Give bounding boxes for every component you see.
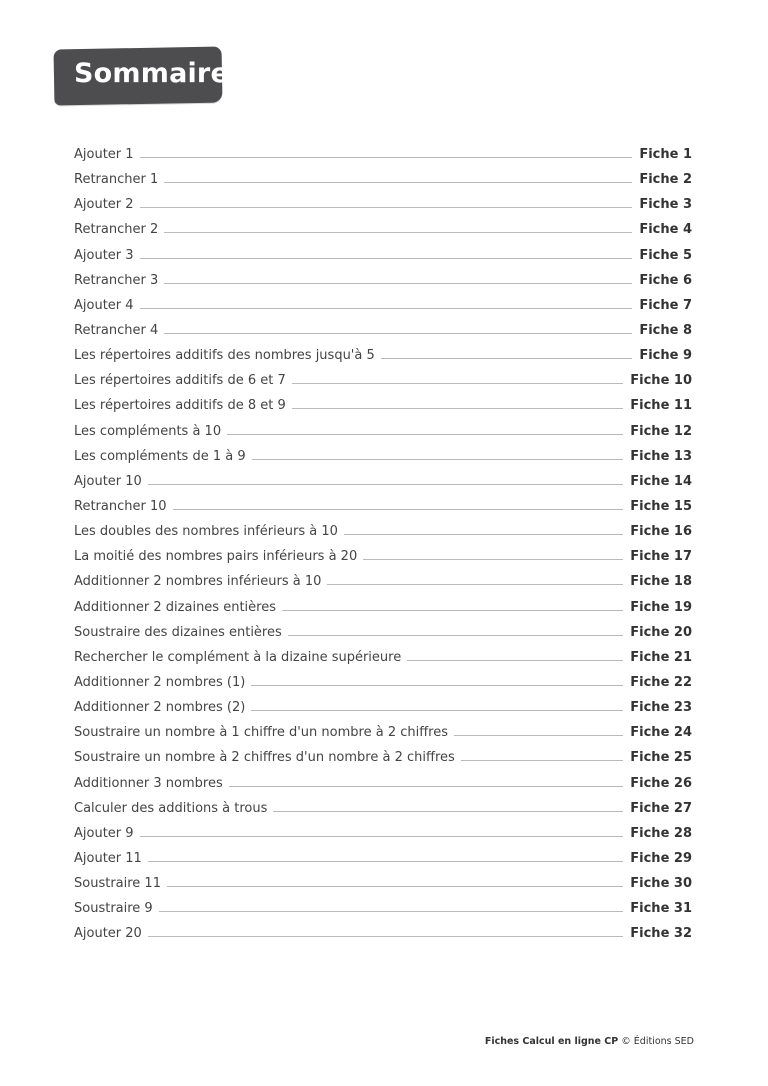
toc-entry-label: Soustraire un nombre à 1 chiffre d'un nombre à 2 chiffres	[74, 725, 449, 741]
toc-entry-label: Calculer des additions à trous	[74, 800, 268, 816]
toc-leader-line	[164, 283, 632, 284]
toc-entry	[74, 846, 692, 871]
toc-entry-label: Ajouter 2	[74, 197, 134, 213]
toc-entry-ref: Fiche 27	[630, 800, 692, 816]
toc-entry-label: Additionner 2 dizaines entières	[74, 599, 276, 615]
toc-entry-label: Ajouter 3	[74, 247, 134, 263]
toc-leader-line	[164, 232, 632, 233]
toc-entry	[74, 771, 692, 796]
toc-entry	[74, 268, 692, 293]
toc-leader-line	[292, 383, 624, 384]
toc-leader-line	[252, 459, 624, 460]
toc-leader-line	[164, 333, 632, 334]
toc-entry	[74, 745, 692, 770]
toc-entry-label: Retrancher 4	[74, 323, 159, 339]
toc-entry-label: Soustraire des dizaines entières	[74, 624, 282, 640]
toc-entry-ref: Fiche 19	[630, 599, 692, 615]
toc-entry-label: La moitié des nombres pairs inférieurs à 20	[74, 549, 358, 565]
toc-entry	[74, 519, 692, 544]
toc-entry	[74, 293, 692, 318]
toc-entry	[74, 419, 692, 444]
toc-entry-label: Retrancher 10	[74, 499, 167, 515]
toc-leader-line	[251, 710, 623, 711]
page-footer	[485, 1036, 694, 1047]
toc-entry-label: Rechercher le complément à la dizaine supérieure	[74, 649, 402, 665]
toc-entry-ref: Fiche 9	[639, 348, 692, 364]
toc-entry-label: Ajouter 1	[74, 147, 134, 163]
toc-entry	[74, 896, 692, 921]
toc-leader-line	[140, 308, 633, 309]
toc-entry	[74, 595, 692, 620]
page-title: Sommaire	[74, 58, 229, 89]
toc-entry-label: Les répertoires additifs des nombres jusqu'à 5	[74, 348, 375, 364]
toc-entry-ref: Fiche 5	[639, 247, 692, 263]
toc-leader-line	[282, 610, 623, 611]
toc-entry	[74, 243, 692, 268]
toc-leader-line	[363, 559, 623, 560]
toc-entry-label: Les compléments de 1 à 9	[74, 448, 246, 464]
toc-entry-label: Soustraire 9	[74, 901, 153, 917]
toc-entry	[74, 871, 692, 896]
toc-entry-ref: Fiche 16	[630, 524, 692, 540]
toc-entry-ref: Fiche 31	[630, 901, 692, 917]
toc-leader-line	[148, 861, 623, 862]
toc-entry	[74, 167, 692, 192]
toc-leader-line	[167, 886, 623, 887]
toc-entry-ref: Fiche 11	[630, 398, 692, 414]
toc-entry-label: Soustraire un nombre à 2 chiffres d'un nombre à 2 chiffres	[74, 750, 455, 766]
toc-entry	[74, 469, 692, 494]
toc-leader-line	[273, 811, 623, 812]
toc-entry-label: Additionner 2 nombres inférieurs à 10	[74, 574, 322, 590]
footer-book-title: Fiches Calcul en ligne CP	[484, 1036, 619, 1047]
toc-entry-ref: Fiche 23	[630, 700, 692, 716]
toc-entry	[74, 796, 692, 821]
toc-leader-line	[148, 484, 623, 485]
toc-leader-line	[140, 258, 633, 259]
toc-entry-ref: Fiche 21	[630, 649, 692, 665]
toc-leader-line	[148, 936, 623, 937]
toc-leader-line	[327, 584, 623, 585]
toc-entry	[74, 393, 692, 418]
toc-entry-label: Les compléments à 10	[74, 423, 222, 439]
toc-entry-label: Ajouter 4	[74, 297, 134, 313]
toc-entry-ref: Fiche 14	[630, 473, 692, 489]
toc-leader-line	[292, 408, 624, 409]
toc-entry	[74, 569, 692, 594]
toc-entry	[74, 670, 692, 695]
toc-entry	[74, 821, 692, 846]
toc-entry-label: Additionner 3 nombres	[74, 775, 223, 791]
toc-leader-line	[288, 635, 624, 636]
toc-entry-ref: Fiche 13	[630, 448, 692, 464]
toc-leader-line	[227, 434, 623, 435]
toc-entry-ref: Fiche 12	[630, 423, 692, 439]
toc-entry-ref: Fiche 30	[630, 876, 692, 892]
toc-entry	[74, 192, 692, 217]
toc-entry-label: Soustraire 11	[74, 876, 161, 892]
toc-leader-line	[164, 182, 632, 183]
toc-entry-ref: Fiche 6	[639, 272, 692, 288]
toc-entry-ref: Fiche 10	[630, 373, 692, 389]
toc-leader-line	[229, 786, 624, 787]
toc-entry	[74, 494, 692, 519]
toc-entry-label: Ajouter 20	[74, 926, 142, 942]
footer-copyright: © Éditions SED	[621, 1036, 694, 1047]
toc-entry-label: Ajouter 9	[74, 825, 134, 841]
toc-entry-ref: Fiche 2	[639, 172, 692, 188]
table-of-contents	[74, 142, 692, 947]
toc-entry-label: Retrancher 1	[74, 172, 159, 188]
toc-entry-ref: Fiche 26	[630, 775, 692, 791]
toc-leader-line	[381, 358, 633, 359]
toc-entry-ref: Fiche 32	[630, 926, 692, 942]
toc-entry-ref: Fiche 28	[630, 825, 692, 841]
toc-leader-line	[140, 157, 633, 158]
toc-entry-label: Les répertoires additifs de 6 et 7	[74, 373, 286, 389]
toc-entry-label: Ajouter 11	[74, 851, 142, 866]
toc-entry-ref: Fiche 25	[630, 750, 692, 766]
toc-entry-ref: Fiche 7	[639, 297, 692, 313]
toc-leader-line	[173, 509, 624, 510]
toc-entry	[74, 318, 692, 343]
toc-leader-line	[140, 836, 624, 837]
toc-entry-label: Les répertoires additifs de 8 et 9	[74, 398, 286, 414]
toc-entry	[74, 142, 692, 167]
toc-leader-line	[251, 685, 623, 686]
toc-entry-label: Retrancher 3	[74, 272, 159, 288]
toc-entry-ref: Fiche 29	[630, 851, 692, 866]
toc-leader-line	[454, 735, 623, 736]
toc-entry-label: Additionner 2 nombres (1)	[74, 675, 246, 691]
toc-entry	[74, 444, 692, 469]
toc-entry-label: Les doubles des nombres inférieurs à 10	[74, 524, 338, 540]
toc-entry	[74, 695, 692, 720]
toc-leader-line	[140, 207, 633, 208]
toc-entry-ref: Fiche 3	[639, 197, 692, 213]
toc-entry-ref: Fiche 1	[639, 147, 692, 163]
toc-leader-line	[461, 760, 623, 761]
toc-entry	[74, 720, 692, 745]
toc-entry-ref: Fiche 8	[639, 323, 692, 339]
toc-entry-ref: Fiche 15	[630, 499, 692, 515]
toc-entry-label: Additionner 2 nombres (2)	[74, 700, 246, 716]
toc-entry	[74, 343, 692, 368]
toc-entry-ref: Fiche 4	[639, 222, 692, 238]
toc-entry-ref: Fiche 17	[630, 549, 692, 565]
toc-entry-ref: Fiche 24	[630, 725, 692, 741]
toc-entry	[74, 368, 692, 393]
toc-entry-ref: Fiche 22	[630, 675, 692, 691]
toc-entry-label: Retrancher 2	[74, 222, 159, 238]
toc-leader-line	[159, 911, 624, 912]
toc-entry-ref: Fiche 18	[630, 574, 692, 590]
toc-entry	[74, 620, 692, 645]
toc-entry	[74, 921, 692, 946]
toc-entry-label: Ajouter 10	[74, 473, 142, 489]
toc-entry-ref: Fiche 20	[630, 624, 692, 640]
toc-leader-line	[407, 660, 623, 661]
toc-entry	[74, 645, 692, 670]
toc-entry	[74, 544, 692, 569]
toc-entry	[74, 217, 692, 242]
toc-leader-line	[344, 534, 623, 535]
